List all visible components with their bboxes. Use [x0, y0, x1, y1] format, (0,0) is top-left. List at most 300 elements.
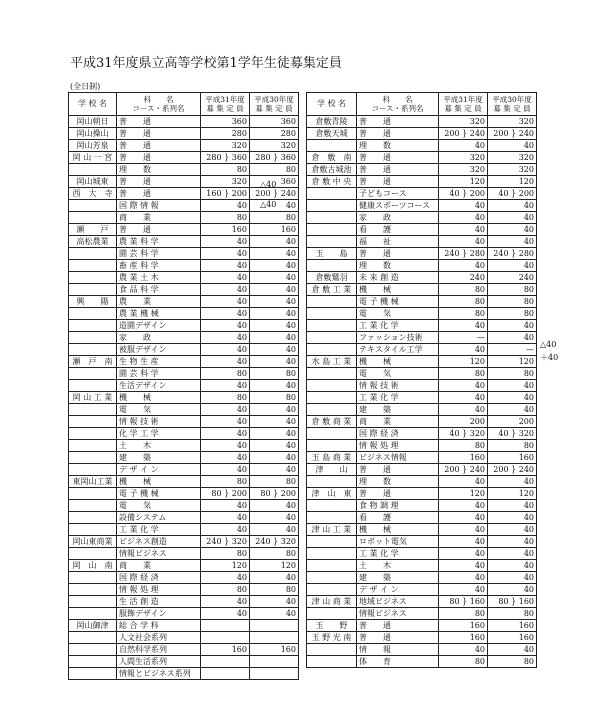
course-name-cell: 工 業 化 学: [357, 320, 439, 332]
table-row: [307, 128, 537, 140]
quota-2018-cell: 40: [488, 536, 537, 548]
school-name-cell: [69, 512, 117, 524]
quota-2019-cell: 40: [439, 200, 488, 212]
quota-2018-cell: 40: [488, 644, 537, 656]
quota-2018-cell: 40: [250, 356, 299, 368]
table-row: [69, 164, 299, 176]
course-name-cell: 農 業: [117, 296, 201, 308]
quota-2019-cell: 80 } 160: [439, 596, 488, 608]
table-row: [307, 476, 537, 488]
course-name-cell: 普 通: [117, 116, 201, 128]
course-name-cell: 情報ビジネス: [117, 548, 201, 560]
course-name-cell: 生 物 生 産: [117, 356, 201, 368]
quota-2018-cell: 80: [250, 392, 299, 404]
quota-2018-cell: 40: [488, 572, 537, 584]
quota-2018-cell: [250, 632, 299, 644]
quota-2018-cell: 320: [488, 152, 537, 164]
course-name-cell: 電 子 機 械: [357, 296, 439, 308]
school-name-cell: [69, 368, 117, 380]
course-name-cell: 健康スポーツコース: [357, 200, 439, 212]
quota-2018-cell: 40: [250, 416, 299, 428]
course-name-cell: 農 業 機 械: [117, 308, 201, 320]
quota-2019-cell: [201, 620, 250, 632]
table-row: [69, 380, 299, 392]
course-name-cell: 電 気: [357, 308, 439, 320]
quota-2019-cell: 120: [439, 488, 488, 500]
quota-2019-cell: 280 } 360: [201, 152, 250, 164]
quota-2018-cell: 40: [250, 272, 299, 284]
course-name-cell: 理 数: [117, 164, 201, 176]
table-row: [69, 632, 299, 644]
course-name-cell: 食 品 科 学: [117, 284, 201, 296]
change-note: △40: [540, 340, 557, 349]
course-name-cell: デ ザ イ ン: [357, 584, 439, 596]
quota-2018-cell: 40: [250, 284, 299, 296]
quota-2018-cell: 40: [488, 260, 537, 272]
quota-2018-cell: 240: [488, 272, 537, 284]
school-name-cell: [69, 632, 117, 644]
school-name-cell: [307, 140, 357, 152]
school-name-cell: [69, 452, 117, 464]
quota-2018-cell: 40: [250, 380, 299, 392]
quota-2018-cell: 80: [250, 164, 299, 176]
table-row: [307, 428, 537, 440]
quota-2019-cell: [201, 656, 250, 668]
table-row: [307, 224, 537, 236]
quota-2019-cell: 40: [201, 464, 250, 476]
school-name-cell: [69, 428, 117, 440]
quota-2018-cell: 240 } 320: [250, 536, 299, 548]
quota-2018-cell: [250, 620, 299, 632]
quota-2019-cell: 80: [201, 584, 250, 596]
school-name-cell: [69, 200, 117, 212]
quota-2018-cell: 320: [250, 140, 299, 152]
quota-2018-cell: 40: [250, 464, 299, 476]
table-row: [69, 644, 299, 656]
course-name-cell: 情報ビジネス: [357, 608, 439, 620]
quota-2019-cell: 40: [201, 344, 250, 356]
quota-2018-cell: [250, 656, 299, 668]
quota-2018-cell: 40: [488, 512, 537, 524]
quota-2018-cell: 40: [488, 140, 537, 152]
school-name-cell: [307, 236, 357, 248]
course-name-cell: 普 通: [117, 152, 201, 164]
quota-2018-cell: 40: [488, 332, 537, 344]
quota-2018-cell: 40: [250, 608, 299, 620]
school-name-cell: [69, 308, 117, 320]
school-name-cell: 倉敷青陵: [307, 116, 357, 128]
course-name-cell: 食 物 調 理: [357, 500, 439, 512]
quota-2018-cell: 40: [250, 308, 299, 320]
course-name-cell: 普 通: [357, 128, 439, 140]
quota-2018-cell: 40: [250, 236, 299, 248]
school-name-cell: 岡山芳泉: [69, 140, 117, 152]
header-y30: [250, 93, 299, 116]
course-name-cell: 看 護: [357, 512, 439, 524]
quota-2019-cell: 40: [201, 440, 250, 452]
table-row: [307, 572, 537, 584]
quota-2019-cell: 240: [439, 272, 488, 284]
quota-2019-cell: 40: [439, 524, 488, 536]
quota-2019-cell: 40: [201, 284, 250, 296]
table-row: [69, 296, 299, 308]
table-row: [69, 116, 299, 128]
quota-2019-cell: 40: [201, 248, 250, 260]
quota-2019-cell: 120: [201, 560, 250, 572]
table-row: [69, 332, 299, 344]
header-y30-top: 平成30年度: [492, 95, 532, 104]
quota-2019-cell: 240 } 320: [201, 536, 250, 548]
table-row: [307, 320, 537, 332]
quota-2018-cell: 360: [250, 176, 299, 188]
school-name-cell: [307, 308, 357, 320]
quota-2018-cell: 40: [250, 320, 299, 332]
quota-2019-cell: 320: [201, 176, 250, 188]
table-row: [69, 500, 299, 512]
quota-2018-cell: 40: [488, 212, 537, 224]
header-y31: [201, 93, 250, 116]
table-row: [307, 464, 537, 476]
school-name-cell: 岡山城東: [69, 176, 117, 188]
right-quota-table: [306, 92, 537, 668]
school-name-cell: [69, 284, 117, 296]
school-name-cell: [307, 560, 357, 572]
table-row: [69, 452, 299, 464]
course-name-cell: 普 通: [357, 620, 439, 632]
table-row: [307, 416, 537, 428]
table-row: [307, 284, 537, 296]
table-row: [69, 308, 299, 320]
table-row: [307, 140, 537, 152]
course-name-cell: 園 芸 科 学: [117, 368, 201, 380]
header-course: [357, 93, 439, 116]
header-y30: [488, 93, 537, 116]
quota-2019-cell: 40: [201, 416, 250, 428]
table-row: [307, 656, 537, 668]
table-row: [307, 116, 537, 128]
quota-2018-cell: 200 } 240: [488, 464, 537, 476]
quota-2019-cell: 40: [201, 332, 250, 344]
course-name-cell: 農 業 土 木: [117, 272, 201, 284]
quota-2018-cell: 360: [250, 116, 299, 128]
quota-2018-cell: 40 } 320: [488, 428, 537, 440]
quota-2019-cell: 80: [439, 284, 488, 296]
header-y31-bottom: 募 集 定 員: [206, 104, 244, 113]
table-row: [69, 224, 299, 236]
course-name-cell: 国 際 経 済: [117, 572, 201, 584]
quota-2019-cell: 40: [201, 524, 250, 536]
quota-2019-cell: 80: [201, 476, 250, 488]
school-name-cell: [69, 212, 117, 224]
course-name-cell: 土 木: [117, 440, 201, 452]
quota-2019-cell: 40: [439, 548, 488, 560]
quota-2018-cell: 40: [250, 344, 299, 356]
quota-2019-cell: 200: [439, 416, 488, 428]
quota-2018-cell: 40: [250, 332, 299, 344]
document-title: 平成31年度県立高等学校第1学年生徒募集定員: [70, 56, 342, 71]
school-name-cell: 興 陽: [69, 296, 117, 308]
table-row: [69, 128, 299, 140]
course-name-cell: 工 業 化 学: [357, 392, 439, 404]
course-name-cell: 情 報 処 理: [357, 440, 439, 452]
table-row: [307, 644, 537, 656]
quota-2018-cell: 40: [250, 296, 299, 308]
course-name-cell: 普 通: [357, 488, 439, 500]
course-name-cell: 造園デザイン: [117, 320, 201, 332]
quota-2019-cell: 80: [439, 368, 488, 380]
course-name-cell: 電 子 機 械: [117, 488, 201, 500]
quota-2019-cell: 40: [201, 596, 250, 608]
document-subtitle: (全日制): [70, 82, 101, 91]
table-row: [307, 200, 537, 212]
header-course-top: 科 名: [382, 95, 413, 104]
course-name-cell: 情 報 技 術: [357, 380, 439, 392]
course-name-cell: 普 通: [357, 176, 439, 188]
school-name-cell: [69, 524, 117, 536]
table-row: [307, 260, 537, 272]
quota-2019-cell: 40 } 200: [439, 188, 488, 200]
school-name-cell: 西 大 寺: [69, 188, 117, 200]
quota-2019-cell: 40: [201, 308, 250, 320]
quota-2018-cell: 40: [488, 524, 537, 536]
quota-2019-cell: 160: [201, 224, 250, 236]
school-name-cell: [307, 296, 357, 308]
school-name-cell: 津 山: [307, 464, 357, 476]
school-name-cell: [69, 320, 117, 332]
quota-2018-cell: 40: [250, 248, 299, 260]
quota-2019-cell: 80: [201, 368, 250, 380]
course-name-cell: 生 活 創 造: [117, 596, 201, 608]
school-name-cell: [69, 668, 117, 680]
table-row: [307, 368, 537, 380]
school-name-cell: 岡山東商業: [69, 536, 117, 548]
table-row: [307, 356, 537, 368]
course-name-cell: 機 械: [357, 284, 439, 296]
school-name-cell: [307, 368, 357, 380]
quota-2019-cell: 40: [201, 320, 250, 332]
quota-2018-cell: 40: [488, 200, 537, 212]
header-y31-top: 平成31年度: [205, 95, 245, 104]
table-row: [69, 584, 299, 596]
table-row: [69, 260, 299, 272]
table-row: [69, 212, 299, 224]
quota-2019-cell: 40: [439, 476, 488, 488]
quota-2018-cell: 120: [488, 176, 537, 188]
school-name-cell: [69, 332, 117, 344]
table-row: [69, 668, 299, 680]
course-name-cell: 商 業: [117, 212, 201, 224]
table-row: [69, 560, 299, 572]
table-row: [307, 332, 537, 344]
school-name-cell: 倉敷古城池: [307, 164, 357, 176]
quota-2019-cell: 160: [439, 632, 488, 644]
course-name-cell: 国 際 情 報: [117, 200, 201, 212]
school-name-cell: [69, 404, 117, 416]
quota-2019-cell: 80: [439, 308, 488, 320]
school-name-cell: 倉 敷 中 央: [307, 176, 357, 188]
school-name-cell: 瀬 戸: [69, 224, 117, 236]
course-name-cell: 看 護: [357, 224, 439, 236]
course-name-cell: 人文社会系列: [117, 632, 201, 644]
table-row: [69, 464, 299, 476]
quota-2019-cell: 40: [201, 272, 250, 284]
quota-2018-cell: 160: [488, 620, 537, 632]
school-name-cell: 岡 山 南: [69, 560, 117, 572]
header-course-bottom: コース・系列名: [371, 104, 424, 113]
course-name-cell: ロボット電気: [357, 536, 439, 548]
course-name-cell: デ ザ イ ン: [117, 464, 201, 476]
quota-2018-cell: 40: [250, 200, 299, 212]
quota-2018-cell: 240 } 280: [488, 248, 537, 260]
table-row: [307, 584, 537, 596]
school-name-cell: [307, 380, 357, 392]
quota-2019-cell: 240 } 280: [439, 248, 488, 260]
quota-2019-cell: 160: [439, 452, 488, 464]
course-name-cell: 建 築: [357, 572, 439, 584]
quota-2018-cell: 40: [488, 380, 537, 392]
school-name-cell: 玉 野: [307, 620, 357, 632]
header-course: [117, 93, 201, 116]
quota-2019-cell: 40: [201, 572, 250, 584]
table-row: [307, 248, 537, 260]
course-name-cell: 園 芸 科 学: [117, 248, 201, 260]
school-name-cell: 倉 敷 商 業: [307, 416, 357, 428]
school-name-cell: 高松農業: [69, 236, 117, 248]
course-name-cell: 情 報: [357, 644, 439, 656]
quota-2018-cell: 120: [488, 488, 537, 500]
school-name-cell: [69, 380, 117, 392]
quota-2019-cell: 80: [201, 548, 250, 560]
course-name-cell: 普 通: [117, 128, 201, 140]
quota-2018-cell: 40: [488, 392, 537, 404]
school-name-cell: 倉敷鷲羽: [307, 272, 357, 284]
table-row: [69, 140, 299, 152]
course-name-cell: 理 数: [357, 260, 439, 272]
quota-2019-cell: 40: [439, 212, 488, 224]
quota-2018-cell: 200: [488, 416, 537, 428]
quota-2019-cell: 40: [201, 428, 250, 440]
quota-2018-cell: 40: [250, 404, 299, 416]
table-row: [307, 176, 537, 188]
quota-2019-cell: 80: [201, 212, 250, 224]
school-name-cell: 岡山御津: [69, 620, 117, 632]
quota-2019-cell: 40: [201, 608, 250, 620]
course-name-cell: ビジネス創造: [117, 536, 201, 548]
quota-2018-cell: 40: [250, 572, 299, 584]
school-name-cell: [307, 332, 357, 344]
school-name-cell: [69, 164, 117, 176]
school-name-cell: 玉 島 商 業: [307, 452, 357, 464]
course-name-cell: 理 数: [357, 476, 439, 488]
course-name-cell: 普 通: [357, 464, 439, 476]
quota-2018-cell: 40: [250, 440, 299, 452]
course-name-cell: 普 通: [117, 176, 201, 188]
quota-2019-cell: 80: [201, 392, 250, 404]
quota-2019-cell: [201, 668, 250, 680]
table-row: [69, 152, 299, 164]
quota-2018-cell: 80: [488, 368, 537, 380]
quota-2018-cell: 80: [250, 476, 299, 488]
course-name-cell: 家 政: [357, 212, 439, 224]
quota-2019-cell: 40: [439, 536, 488, 548]
table-row: [307, 632, 537, 644]
course-name-cell: 設備システム: [117, 512, 201, 524]
table-row: [307, 344, 537, 356]
course-name-cell: 商 業: [117, 560, 201, 572]
table-row: [307, 536, 537, 548]
quota-2018-cell: 160: [488, 452, 537, 464]
quota-2018-cell: 200 } 240: [488, 128, 537, 140]
quota-2019-cell: 40: [439, 500, 488, 512]
school-name-cell: [307, 644, 357, 656]
school-name-cell: 岡山操山: [69, 128, 117, 140]
school-name-cell: [307, 344, 357, 356]
quota-2018-cell: 160: [250, 644, 299, 656]
quota-2018-cell: 40: [250, 512, 299, 524]
course-name-cell: 機 械: [357, 356, 439, 368]
quota-2018-cell: 40: [250, 524, 299, 536]
course-name-cell: 服飾デザイン: [117, 608, 201, 620]
table-row: [69, 284, 299, 296]
course-name-cell: 建 築: [117, 452, 201, 464]
table-row: [69, 416, 299, 428]
table-row: [69, 428, 299, 440]
quota-2018-cell: 320: [488, 164, 537, 176]
course-name-cell: 農 業 科 学: [117, 236, 201, 248]
quota-2018-cell: 80: [488, 284, 537, 296]
school-name-cell: [69, 572, 117, 584]
quota-2018-cell: 40: [488, 224, 537, 236]
course-name-cell: 電 気: [357, 368, 439, 380]
school-name-cell: [307, 212, 357, 224]
course-name-cell: 機 械: [117, 392, 201, 404]
header-school: 学 校 名: [307, 93, 357, 116]
school-name-cell: 倉 敷 工 業: [307, 284, 357, 296]
table-row: [307, 560, 537, 572]
quota-2018-cell: 40: [250, 500, 299, 512]
table-row: [307, 620, 537, 632]
table-row: [307, 296, 537, 308]
school-name-cell: [307, 200, 357, 212]
table-row: [69, 440, 299, 452]
course-name-cell: 総 合 学 科: [117, 620, 201, 632]
quota-2018-cell: 80 } 200: [250, 488, 299, 500]
course-name-cell: 被服デザイン: [117, 344, 201, 356]
quota-2019-cell: 120: [439, 356, 488, 368]
course-name-cell: 電 気: [117, 404, 201, 416]
quota-2018-cell: 40 } 200: [488, 188, 537, 200]
quota-2018-cell: 80: [488, 656, 537, 668]
quota-2019-cell: 160 } 200: [201, 188, 250, 200]
quota-2019-cell: 40: [201, 356, 250, 368]
quota-2018-cell: [250, 668, 299, 680]
table-row: [307, 404, 537, 416]
quota-2019-cell: 320: [439, 116, 488, 128]
school-name-cell: 倉敷天城: [307, 128, 357, 140]
table-row: [307, 548, 537, 560]
course-name-cell: 情報とビジネス系列: [117, 668, 201, 680]
table-row: [69, 476, 299, 488]
table-row: [69, 548, 299, 560]
course-name-cell: 理 数: [357, 140, 439, 152]
table-row: [307, 308, 537, 320]
school-name-cell: 津 山 商 業: [307, 596, 357, 608]
table-row: [307, 440, 537, 452]
table-row: [307, 152, 537, 164]
table-row: [69, 248, 299, 260]
quota-2018-cell: 320: [488, 116, 537, 128]
table-row: [307, 452, 537, 464]
